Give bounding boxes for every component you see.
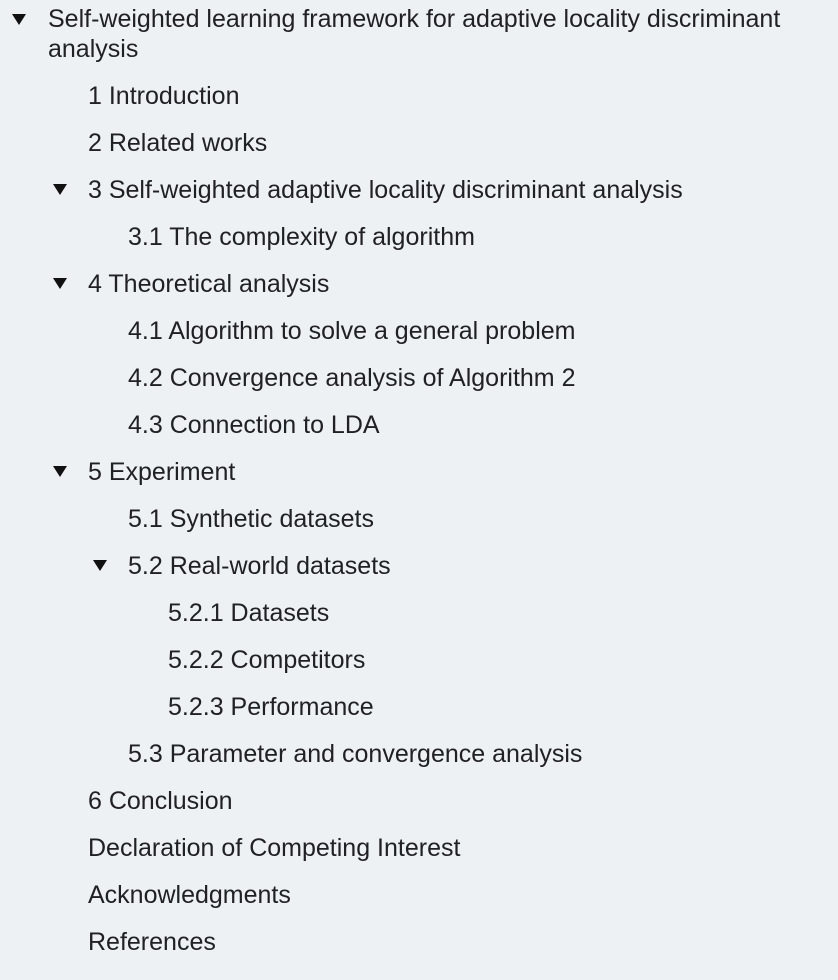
- outline-item-related-works[interactable]: 2 Related works: [88, 129, 268, 157]
- outline-item-5-2-2[interactable]: 5.2.2 Competitors: [168, 646, 366, 674]
- outline-item-4-2[interactable]: 4.2 Convergence analysis of Algorithm 2: [128, 364, 576, 392]
- outline-item-conclusion[interactable]: 6 Conclusion: [88, 787, 233, 815]
- outline-item-introduction[interactable]: 1 Introduction: [88, 82, 240, 110]
- outline-item-5-2-1[interactable]: 5.2.1 Datasets: [168, 599, 330, 627]
- outline-item-4-3[interactable]: 4.3 Connection to LDA: [128, 411, 380, 439]
- outline-item-5-1[interactable]: 5.1 Synthetic datasets: [128, 505, 374, 533]
- section-3-toggle-icon[interactable]: [53, 182, 67, 196]
- section-5-2-toggle-icon[interactable]: [93, 558, 107, 572]
- outline-item-section-3[interactable]: 3 Self-weighted adaptive locality discriminant analysis: [88, 176, 683, 204]
- outline-title-toggle-icon[interactable]: [12, 12, 26, 26]
- outline-item-5-2[interactable]: 5.2 Real-world datasets: [128, 552, 391, 580]
- outline-item-5-3[interactable]: 5.3 Parameter and convergence analysis: [128, 740, 583, 768]
- outline-item-references[interactable]: References: [88, 928, 216, 956]
- outline-item-declaration[interactable]: Declaration of Competing Interest: [88, 834, 461, 862]
- section-4-toggle-icon[interactable]: [53, 276, 67, 290]
- section-5-toggle-icon[interactable]: [53, 464, 67, 478]
- outline-item-3-1[interactable]: 3.1 The complexity of algorithm: [128, 223, 475, 251]
- outline-item-4-1[interactable]: 4.1 Algorithm to solve a general problem: [128, 317, 576, 345]
- outline-item-acknowledgments[interactable]: Acknowledgments: [88, 881, 291, 909]
- outline-item-section-5[interactable]: 5 Experiment: [88, 458, 236, 486]
- outline-item-section-4[interactable]: 4 Theoretical analysis: [88, 270, 330, 298]
- outline-title[interactable]: Self-weighted learning framework for adaptive locality discriminant analysis: [48, 5, 781, 63]
- outline-item-5-2-3[interactable]: 5.2.3 Performance: [168, 693, 374, 721]
